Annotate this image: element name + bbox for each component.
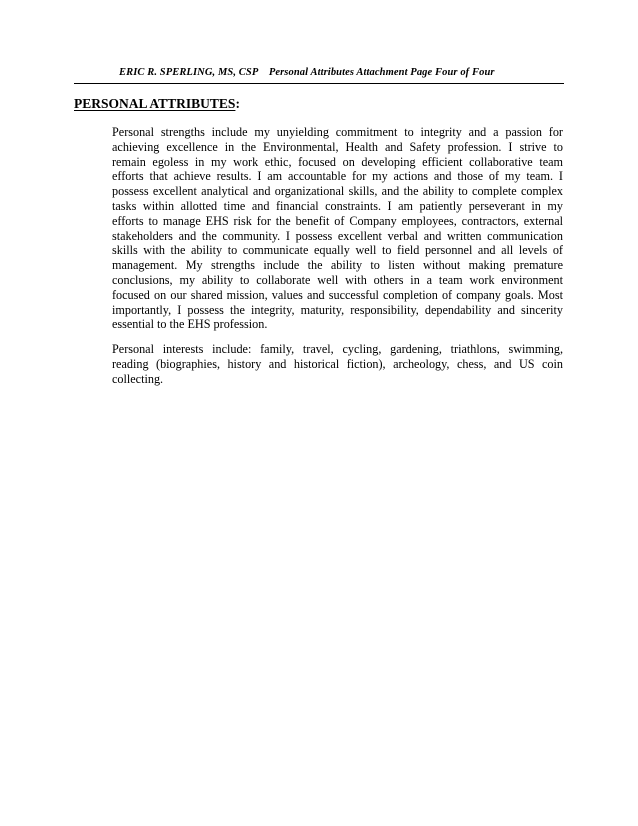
paragraph-line: stakeholders and the community. I possess excellent verbal and written communication [112, 228, 563, 243]
paragraph-line: remain egoless in my work ethic, focused on developing efficient collaborative team [112, 154, 563, 169]
section-heading-colon: : [235, 96, 240, 111]
paragraph-line: collecting. [112, 371, 164, 386]
page-header [74, 66, 564, 84]
section-heading [74, 96, 240, 112]
header-text: ERIC R. SPERLING, MS, CSP Personal Attributes Attachment Page Four of Four [119, 67, 495, 78]
strengths-paragraph [112, 125, 563, 332]
paragraph-line: focused on our shared mission, values and successful completion of company goals. Most [112, 287, 563, 302]
paragraph-line: essential to the EHS profession. [112, 317, 268, 332]
paragraph-line: reading (biographies, history and historical fiction), archeology, chess, and US coin [112, 356, 563, 371]
paragraph-line: efforts that achieve results. I am accountable for my actions and those of my team. I [112, 169, 563, 184]
paragraph-line: importantly, I possess the integrity, maturity, responsibility, dependability and sincerity [112, 302, 563, 317]
paragraph-line: efforts to manage EHS risk for the benefit of Company employees, contractors, external [112, 213, 563, 228]
paragraph-line: achieving excellence in the Environmental, Health and Safety profession. I strive to [112, 139, 563, 154]
paragraph-line: skills with the ability to communicate equally well to field personnel and all levels of [112, 243, 563, 258]
section-heading-text: PERSONAL ATTRIBUTES [74, 96, 236, 111]
paragraph-line: Personal strengths include my unyielding commitment to integrity and a passion for [112, 125, 563, 139]
paragraph-line: tasks within allotted time and financial constraints. I am patiently perseverant in my [112, 198, 563, 213]
paragraph-line: management. My strengths include the ability to listen without making premature [112, 258, 563, 273]
paragraph-line: possess excellent analytical and organizational skills, and the ability to complete complex [112, 184, 563, 199]
paragraph-line: Personal interests include: family, travel, cycling, gardening, triathlons, swimming, [112, 342, 563, 356]
interests-paragraph [112, 342, 563, 386]
paragraph-line: conclusions, my ability to collaborate well with others in a team work environment [112, 272, 563, 287]
